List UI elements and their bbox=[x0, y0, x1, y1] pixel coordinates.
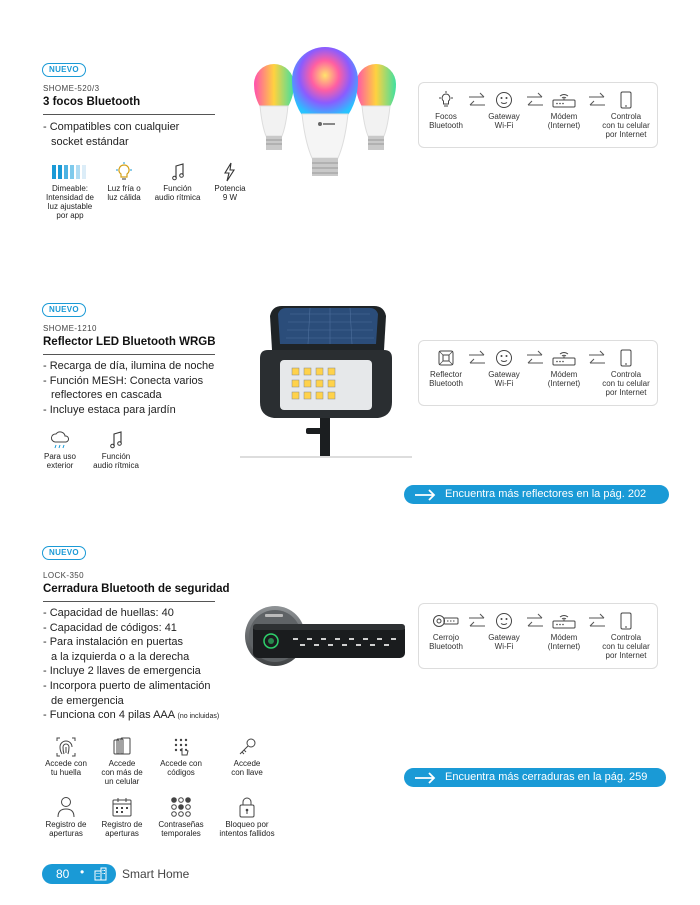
user-icon bbox=[56, 796, 76, 818]
router-icon bbox=[551, 612, 577, 630]
new-badge: NUEVO bbox=[42, 303, 86, 317]
flow-label: Controla bbox=[610, 633, 642, 642]
flow-step bbox=[421, 612, 471, 651]
more-floodlights-link[interactable] bbox=[404, 485, 669, 504]
flow-label: por Internet bbox=[605, 388, 647, 397]
router-icon bbox=[551, 349, 577, 367]
flow-step bbox=[595, 91, 657, 139]
feature-item: - Compatibles con cualquier bbox=[43, 121, 180, 133]
flow-label: Módem bbox=[550, 112, 578, 121]
lightbulb-icon bbox=[114, 162, 134, 182]
feature-outdoor bbox=[38, 430, 82, 470]
feature-item: - Incorpora puerto de alimentación bbox=[43, 679, 211, 692]
feature-item: - Capacidad de códigos: 41 bbox=[43, 621, 177, 634]
feature-audio bbox=[88, 430, 144, 470]
page-number: 80 bbox=[56, 867, 70, 881]
phone-multi-icon bbox=[112, 737, 132, 757]
feature-dimmer bbox=[40, 162, 100, 220]
floodlight-icon bbox=[436, 349, 456, 367]
flow-label: Wi-Fi bbox=[494, 379, 514, 388]
icon-label: un celular bbox=[104, 777, 140, 786]
feature-item: - Capacidad de huellas: 40 bbox=[43, 607, 174, 619]
icon-label: temporales bbox=[161, 829, 201, 838]
flow-label: con tu celular bbox=[602, 379, 650, 388]
feature-lockout bbox=[214, 796, 280, 838]
title-divider bbox=[43, 601, 215, 602]
feature-key bbox=[224, 737, 270, 777]
smart-lock-image bbox=[245, 600, 409, 670]
feature-item: - Función MESH: Conecta varios bbox=[43, 374, 204, 387]
icon-label: por app bbox=[56, 211, 84, 220]
flow-step bbox=[421, 349, 471, 388]
link-text: Encuentra más reflectores en la pág. 202 bbox=[445, 488, 647, 500]
link-text: Encuentra más cerraduras en la pág. 259 bbox=[445, 771, 648, 783]
phone-icon bbox=[620, 349, 632, 367]
flow-label: Wi-Fi bbox=[494, 642, 514, 651]
connection-flow bbox=[418, 603, 658, 669]
gateway-icon bbox=[495, 612, 513, 630]
icon-label: 9 W bbox=[222, 193, 238, 202]
feature-item: a la izquierda o a la derecha bbox=[51, 650, 190, 663]
phone-icon bbox=[620, 612, 632, 630]
feature-item: - Incluye 2 llaves de emergencia bbox=[43, 665, 201, 678]
flow-label: Módem bbox=[550, 633, 578, 642]
page-number-badge bbox=[42, 864, 116, 884]
phone-icon bbox=[620, 91, 632, 109]
title-divider bbox=[43, 354, 215, 355]
lock-icon bbox=[432, 612, 460, 630]
flow-step bbox=[479, 349, 529, 388]
icon-label: con más de bbox=[101, 768, 143, 777]
icon-label: Bloqueo por bbox=[225, 820, 269, 829]
icon-label: Registro de bbox=[45, 820, 87, 829]
flow-step bbox=[595, 612, 657, 660]
icon-label: Función bbox=[163, 184, 192, 193]
icon-label: Para uso bbox=[43, 452, 77, 461]
flow-label: Gateway bbox=[488, 112, 520, 121]
arrow-right-icon bbox=[414, 489, 436, 501]
arrow-right-icon bbox=[414, 772, 436, 784]
icon-label: luz cálida bbox=[107, 193, 141, 202]
feature-list bbox=[43, 359, 214, 417]
flow-label: Controla bbox=[610, 112, 642, 121]
feature-temp-password bbox=[152, 796, 210, 838]
feature-item: - Incluye estaca para jardín bbox=[43, 403, 176, 416]
feature-power bbox=[208, 162, 252, 202]
feature-keypad bbox=[154, 737, 208, 777]
floodlight-image bbox=[240, 300, 412, 460]
flow-label: Bluetooth bbox=[429, 642, 463, 651]
icon-label: Accede con bbox=[160, 759, 202, 768]
feature-item: socket estándar bbox=[51, 135, 129, 148]
flow-label: Focos bbox=[435, 112, 457, 121]
dimmer-icon bbox=[50, 162, 90, 182]
icon-label: Contraseñas bbox=[158, 820, 204, 829]
product-title: Reflector LED Bluetooth WRGB bbox=[43, 336, 216, 348]
feature-user-log bbox=[40, 796, 92, 838]
flow-step bbox=[479, 612, 529, 651]
icon-label: Accede bbox=[233, 759, 261, 768]
icon-label: aperturas bbox=[105, 829, 139, 838]
flow-label: por Internet bbox=[605, 130, 647, 139]
flow-label: Cerrojo bbox=[432, 633, 460, 642]
bulb-icon bbox=[437, 91, 455, 109]
new-badge: NUEVO bbox=[42, 63, 86, 77]
feature-fingerprint bbox=[40, 737, 92, 777]
product-sku: SHOME-520/3 bbox=[43, 84, 100, 93]
calendar-icon bbox=[111, 796, 133, 818]
icon-label: aperturas bbox=[49, 829, 83, 838]
icon-label: Accede con bbox=[45, 759, 87, 768]
feature-note: (no incluidas) bbox=[177, 713, 220, 721]
icon-label: Potencia bbox=[214, 184, 246, 193]
product-title: 3 focos Bluetooth bbox=[43, 96, 141, 108]
flow-step bbox=[421, 91, 471, 130]
flow-label: por Internet bbox=[605, 651, 647, 660]
flow-step bbox=[539, 612, 589, 651]
lightning-icon bbox=[220, 162, 240, 182]
icon-label: Accede bbox=[108, 759, 136, 768]
product-sku: SHOME-1210 bbox=[43, 324, 97, 333]
icon-label: tu huella bbox=[50, 768, 82, 777]
smart-home-building-icon bbox=[93, 867, 107, 881]
feature-calendar-log bbox=[96, 796, 148, 838]
flow-label: (Internet) bbox=[547, 379, 581, 388]
fingerprint-icon bbox=[56, 737, 76, 757]
flow-step bbox=[539, 349, 589, 388]
flow-label: (Internet) bbox=[547, 121, 581, 130]
key-icon bbox=[237, 737, 257, 757]
bullet-separator: • bbox=[80, 865, 85, 879]
flow-label: (Internet) bbox=[547, 642, 581, 651]
icon-label: audio rítmica bbox=[154, 193, 201, 202]
icon-label: con llave bbox=[231, 768, 263, 777]
icon-label: intentos fallidos bbox=[219, 829, 275, 838]
icon-label: Función bbox=[101, 452, 131, 461]
flow-label: Wi-Fi bbox=[494, 121, 514, 130]
padlock-icon bbox=[238, 796, 256, 818]
feature-item bbox=[43, 708, 219, 725]
router-icon bbox=[551, 91, 577, 109]
feature-list bbox=[43, 606, 219, 725]
flow-label: Controla bbox=[610, 370, 642, 379]
flow-label: con tu celular bbox=[602, 121, 650, 130]
product-sku: LOCK-350 bbox=[43, 571, 84, 580]
gateway-icon bbox=[495, 91, 513, 109]
flow-label: Módem bbox=[550, 370, 578, 379]
flow-label: Bluetooth bbox=[429, 379, 463, 388]
feature-text: - Funciona con 4 pilas AAA bbox=[43, 709, 175, 722]
connection-flow bbox=[418, 82, 658, 148]
feature-item: reflectores en cascada bbox=[51, 389, 162, 402]
icon-label: Dimeable: bbox=[51, 184, 88, 193]
connection-flow bbox=[418, 340, 658, 406]
feature-multi-phone bbox=[96, 737, 148, 786]
product-title: Cerradura Bluetooth de seguridad bbox=[43, 583, 230, 595]
flow-label: Bluetooth bbox=[429, 121, 463, 130]
flow-label: con tu celular bbox=[602, 642, 650, 651]
flow-step bbox=[539, 91, 589, 130]
feature-item: - Recarga de día, ilumina de noche bbox=[43, 360, 215, 372]
more-locks-link[interactable] bbox=[404, 768, 666, 787]
feature-item: de emergencia bbox=[51, 694, 124, 707]
feature-list bbox=[43, 120, 179, 149]
icon-label: Intensidad de bbox=[45, 193, 95, 202]
icon-label: Registro de bbox=[101, 820, 143, 829]
icon-label: audio rítmica bbox=[93, 461, 139, 470]
music-note-icon bbox=[106, 430, 126, 450]
gateway-icon bbox=[495, 349, 513, 367]
feature-warm-cold bbox=[103, 162, 145, 202]
icon-label: Luz fría o bbox=[107, 184, 141, 193]
outdoor-weather-icon bbox=[49, 430, 71, 450]
flow-step bbox=[595, 349, 657, 397]
music-note-icon bbox=[168, 162, 188, 182]
bulbs-image bbox=[250, 44, 400, 184]
icon-label: códigos bbox=[167, 768, 195, 777]
flow-label: Gateway bbox=[488, 370, 520, 379]
keypad-icon bbox=[171, 737, 191, 757]
new-badge: NUEVO bbox=[42, 546, 86, 560]
title-divider bbox=[43, 114, 215, 115]
feature-audio bbox=[150, 162, 205, 202]
flow-label: Gateway bbox=[488, 633, 520, 642]
icon-label: luz ajustable bbox=[47, 202, 93, 211]
section-title: Smart Home bbox=[122, 867, 190, 881]
flow-label: Reflector bbox=[429, 370, 462, 379]
feature-item: - Para instalación en puertas bbox=[43, 636, 184, 649]
flow-step bbox=[479, 91, 529, 130]
dots-grid-icon bbox=[170, 796, 192, 818]
icon-label: exterior bbox=[46, 461, 74, 470]
